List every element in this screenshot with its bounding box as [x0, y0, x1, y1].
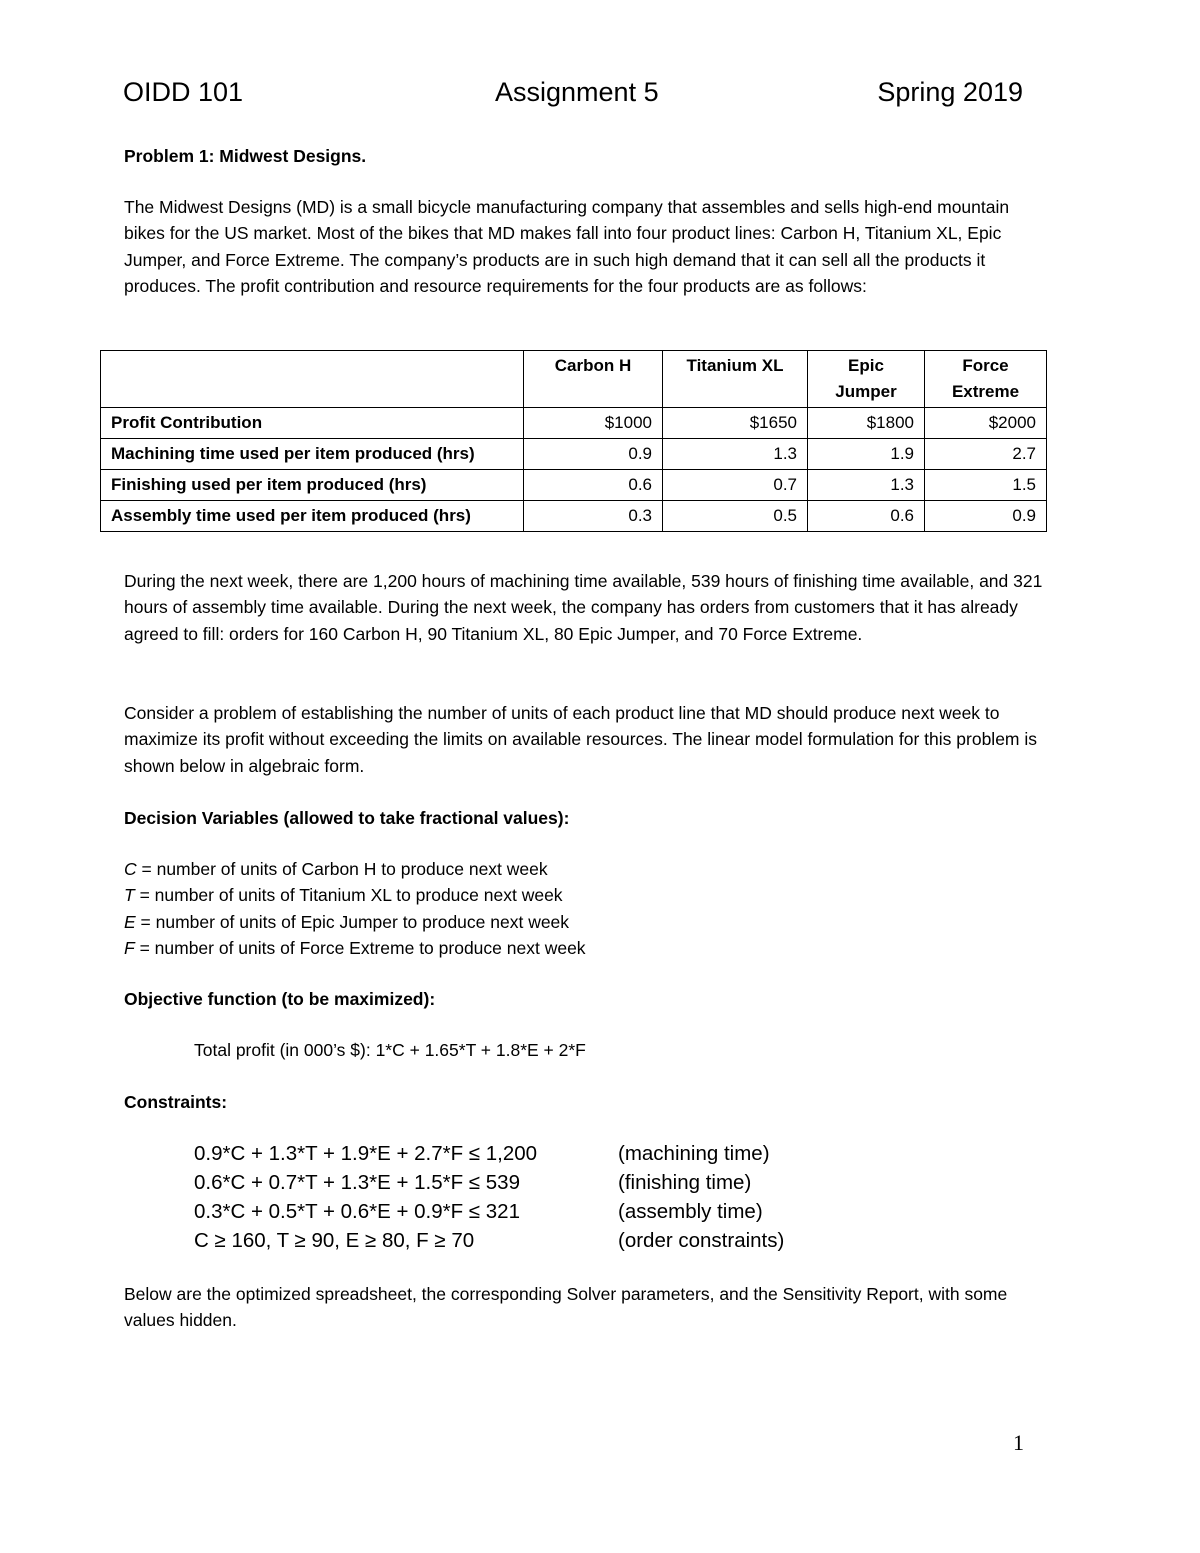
table-header-cell: Epic Jumper — [808, 351, 925, 408]
table-cell: 0.5 — [663, 501, 808, 532]
row-label: Finishing used per item produced (hrs) — [101, 470, 524, 501]
constraint-expression: 0.3*C + 0.5*T + 0.6*E + 0.9*F ≤ 321 — [194, 1200, 520, 1223]
constraint-note: (machining time) — [618, 1142, 770, 1165]
table-cell: 0.9 — [925, 501, 1047, 532]
variable-desc: = number of units of Titanium XL to produce next week — [134, 885, 563, 906]
assignment-title: Assignment 5 — [495, 77, 659, 107]
table-cell: 0.6 — [524, 470, 663, 501]
variable-symbol: F — [124, 937, 135, 958]
table-cell: 0.9 — [524, 439, 663, 470]
problem-statement-paragraph: Consider a problem of establishing the number of units of each product line that MD should produce next week to maximize its profit without exceeding the limits on available resources. The linear model formulation for this problem is shown below in algebraic form. — [124, 703, 1037, 776]
row-label: Profit Contribution — [101, 408, 524, 439]
table-cell: $1800 — [808, 408, 925, 439]
table-header-cell: Titanium XL — [663, 351, 808, 408]
variable-desc: = number of units of Epic Jumper to produce next week — [135, 911, 570, 932]
course-code: OIDD 101 — [123, 77, 244, 107]
table-row — [101, 408, 1047, 439]
table-cell: $1000 — [524, 408, 663, 439]
problem-title: Problem 1: Midwest Designs. — [124, 146, 367, 166]
variable-symbol: T — [124, 885, 135, 906]
intro-paragraph: The Midwest Designs (MD) is a small bicycle manufacturing company that assembles and sells high-end mountain bikes for the US market. Most of the bikes that MD makes fall into four product lines: Carbon H, Titanium XL, Epic Jumper, and Force Extreme. The company’s products are in such high demand that it can sell all the products it produces. The profit contribution and resource requirements for the four products are as follows: — [124, 197, 1010, 296]
table-cell: 1.3 — [663, 439, 808, 470]
table-header-cell: Carbon H — [524, 351, 663, 408]
term: Spring 2019 — [877, 77, 1023, 107]
variable-item — [124, 909, 1044, 935]
constraint-note: (order constraints) — [618, 1229, 785, 1252]
variable-desc: = number of units of Carbon H to produce next week — [136, 859, 548, 879]
variable-item — [124, 882, 1044, 908]
table-cell: 0.7 — [663, 470, 808, 501]
table-header-row — [101, 351, 1047, 408]
constraint-expression: 0.9*C + 1.3*T + 1.9*E + 2.7*F ≤ 1,200 — [194, 1142, 538, 1165]
table-cell: $2000 — [925, 408, 1047, 439]
constraints-heading: Constraints: — [124, 1092, 228, 1112]
table-row — [101, 439, 1047, 470]
table-row — [101, 470, 1047, 501]
decision-variables-heading: Decision Variables (allowed to take fractional values): — [124, 808, 570, 828]
table-cell: 2.7 — [925, 439, 1047, 470]
constraint-expression: 0.6*C + 0.7*T + 1.3*E + 1.5*F ≤ 539 — [194, 1171, 520, 1194]
table-row — [101, 501, 1047, 532]
table-cell: 1.5 — [925, 470, 1047, 501]
objective-heading: Objective function (to be maximized): — [124, 989, 436, 1009]
variables-list — [124, 856, 1044, 961]
row-label: Machining time used per item produced (hrs) — [101, 439, 524, 470]
table-header-cell — [101, 351, 524, 408]
variable-item — [124, 856, 1044, 882]
page-number: 1 — [1013, 1430, 1024, 1455]
variable-symbol: E — [124, 911, 136, 932]
table-cell: 0.6 — [808, 501, 925, 532]
closing-paragraph: Below are the optimized spreadsheet, the corresponding Solver parameters, and the Sensitivity Report, with some values hidden. — [124, 1284, 1008, 1331]
constraint-expression: C ≥ 160, T ≥ 90, E ≥ 80, F ≥ 70 — [194, 1229, 475, 1252]
table-header-cell: Force Extreme — [925, 351, 1047, 408]
product-table — [100, 350, 1047, 532]
variable-desc: = number of units of Force Extreme to produce next week — [134, 937, 586, 958]
variable-item — [124, 935, 1044, 961]
table-cell: 0.3 — [524, 501, 663, 532]
table-cell: $1650 — [663, 408, 808, 439]
row-label: Assembly time used per item produced (hrs) — [101, 501, 524, 532]
variable-symbol: C — [124, 859, 137, 879]
objective-function: Total profit (in 000’s $): 1*C + 1.65*T + 1.8*E + 2*F — [194, 1040, 586, 1060]
page-header — [123, 74, 1023, 110]
constraint-note: (finishing time) — [618, 1171, 752, 1194]
resources-paragraph: During the next week, there are 1,200 hours of machining time available, 539 hours of finishing time available, and 321 hours of assembly time available. During the next week, the company has orders from customers that it has already agreed to fill: orders for 160 Carbon H, 90 Titanium XL, 80 Epic Jumper, and 70 Force Extreme. — [124, 571, 1043, 644]
constraint-note: (assembly time) — [618, 1200, 763, 1223]
table-cell: 1.9 — [808, 439, 925, 470]
table-cell: 1.3 — [808, 470, 925, 501]
